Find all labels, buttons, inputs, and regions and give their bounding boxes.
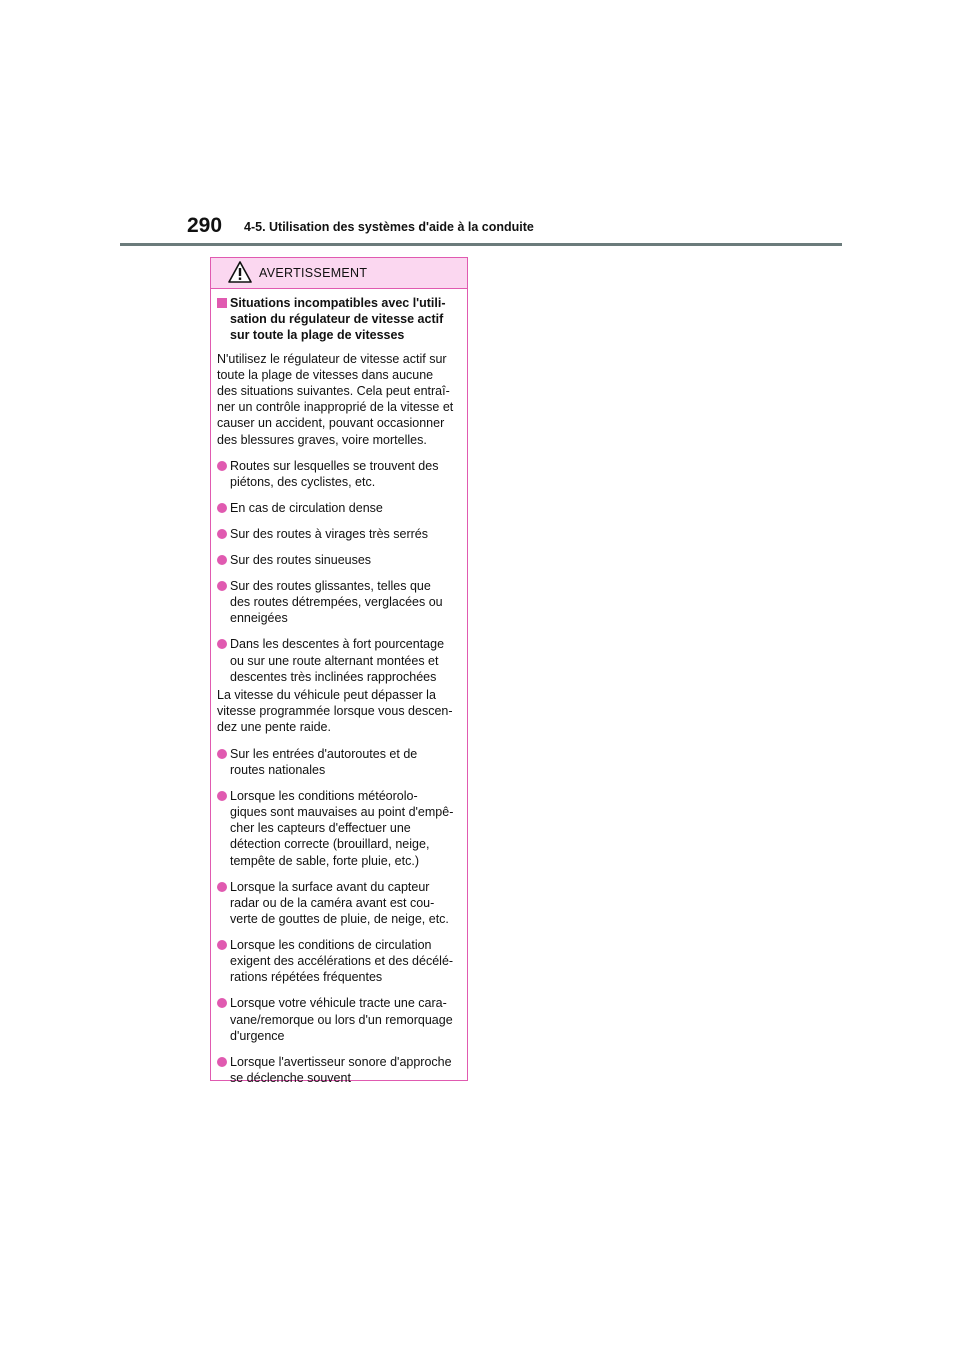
list-item <box>217 879 462 928</box>
warning-intro: N'utilisez le régulateur de vitesse actif sur toute la plage de vitesses dans aucune des situations suivantes. Cela peut entraî- ner un contrôle inapproprié de la vitesse et causer un accident, pouvant occasionner des blessures graves, voire mortelles. <box>217 351 454 447</box>
list-item <box>217 636 462 685</box>
bullet-dot-icon <box>217 940 227 950</box>
list-item-text: Routes sur lesquelles se trouvent des piétons, des cyclistes, etc. <box>230 458 439 490</box>
warning-box <box>210 257 468 1086</box>
bullet-dot-icon <box>217 1057 227 1067</box>
page-number: 290 <box>187 214 223 237</box>
bullet-dot-icon <box>217 503 227 513</box>
bullet-dot-icon <box>217 791 227 801</box>
list-item <box>217 578 462 627</box>
list-item <box>217 500 462 516</box>
section-title: 4-5. Utilisation des systèmes d'aide à la conduite <box>244 220 534 234</box>
warning-heading <box>217 295 462 344</box>
warning-triangle-icon <box>228 261 252 283</box>
warning-header <box>211 258 467 289</box>
bullet-dot-icon <box>217 581 227 591</box>
square-bullet-icon <box>217 298 227 308</box>
bullet-dot-icon <box>217 749 227 759</box>
bullet-dot-icon <box>217 882 227 892</box>
list-item-text: Lorsque les conditions météorolo- giques sont mauvaises au point d'empê- cher les capteurs d'effectuer une détection correcte (brouillard, neige, tempête de sable, forte pluie, etc.) <box>230 788 454 868</box>
list-item-text: Sur des routes à virages très serrés <box>230 527 428 542</box>
list-item <box>217 746 462 778</box>
list-item-text: Dans les descentes à fort pourcentage ou sur une route alternant montées et descentes très inclinées rapprochées <box>230 637 445 684</box>
list-item-text: Lorsque votre véhicule tracte une cara- vane/remorque ou lors d'un remorquage d'urgence <box>230 996 453 1043</box>
list-item-text: Lorsque l'avertisseur sonore d'approche se déclenche souvent <box>230 1054 452 1086</box>
bullet-dot-icon <box>217 461 227 471</box>
list-item <box>217 937 462 986</box>
header-rule <box>120 243 842 246</box>
warning-content <box>211 289 467 1086</box>
bullet-dot-icon <box>217 639 227 649</box>
list-item <box>217 788 462 869</box>
list-item <box>217 526 462 542</box>
list-item-text: Lorsque la surface avant du capteur radar ou de la caméra avant est cou- verte de gouttes de pluie, de neige, etc. <box>230 879 449 927</box>
list-item-text: En cas de circulation dense <box>230 501 383 516</box>
list-item <box>217 995 462 1044</box>
list-item-text: Sur des routes glissantes, telles que des routes détrempées, verglacées ou enneigées <box>230 579 443 626</box>
descent-note: La vitesse du véhicule peut dépasser la vitesse programmée lorsque vous descen- dez une pente raide. <box>217 688 453 735</box>
list-item-text: Sur les entrées d'autoroutes et de routes nationales <box>230 746 418 777</box>
bullet-dot-icon <box>217 555 227 565</box>
list-item <box>217 552 462 568</box>
bullet-dot-icon <box>217 529 227 539</box>
list-item <box>217 1054 462 1086</box>
warning-title: AVERTISSEMENT <box>259 266 368 280</box>
list-item-text: Sur des routes sinueuses <box>230 553 372 568</box>
list-item-text: Lorsque les conditions de circulation exigent des accélérations et des décélé- rations répétées fréquentes <box>230 938 454 985</box>
list-item <box>217 458 462 490</box>
warning-heading-text: Situations incompatibles avec l'utili- sation du régulateur de vitesse actif sur toute la plage de vitesses <box>230 296 446 343</box>
bullet-dot-icon <box>217 998 227 1008</box>
